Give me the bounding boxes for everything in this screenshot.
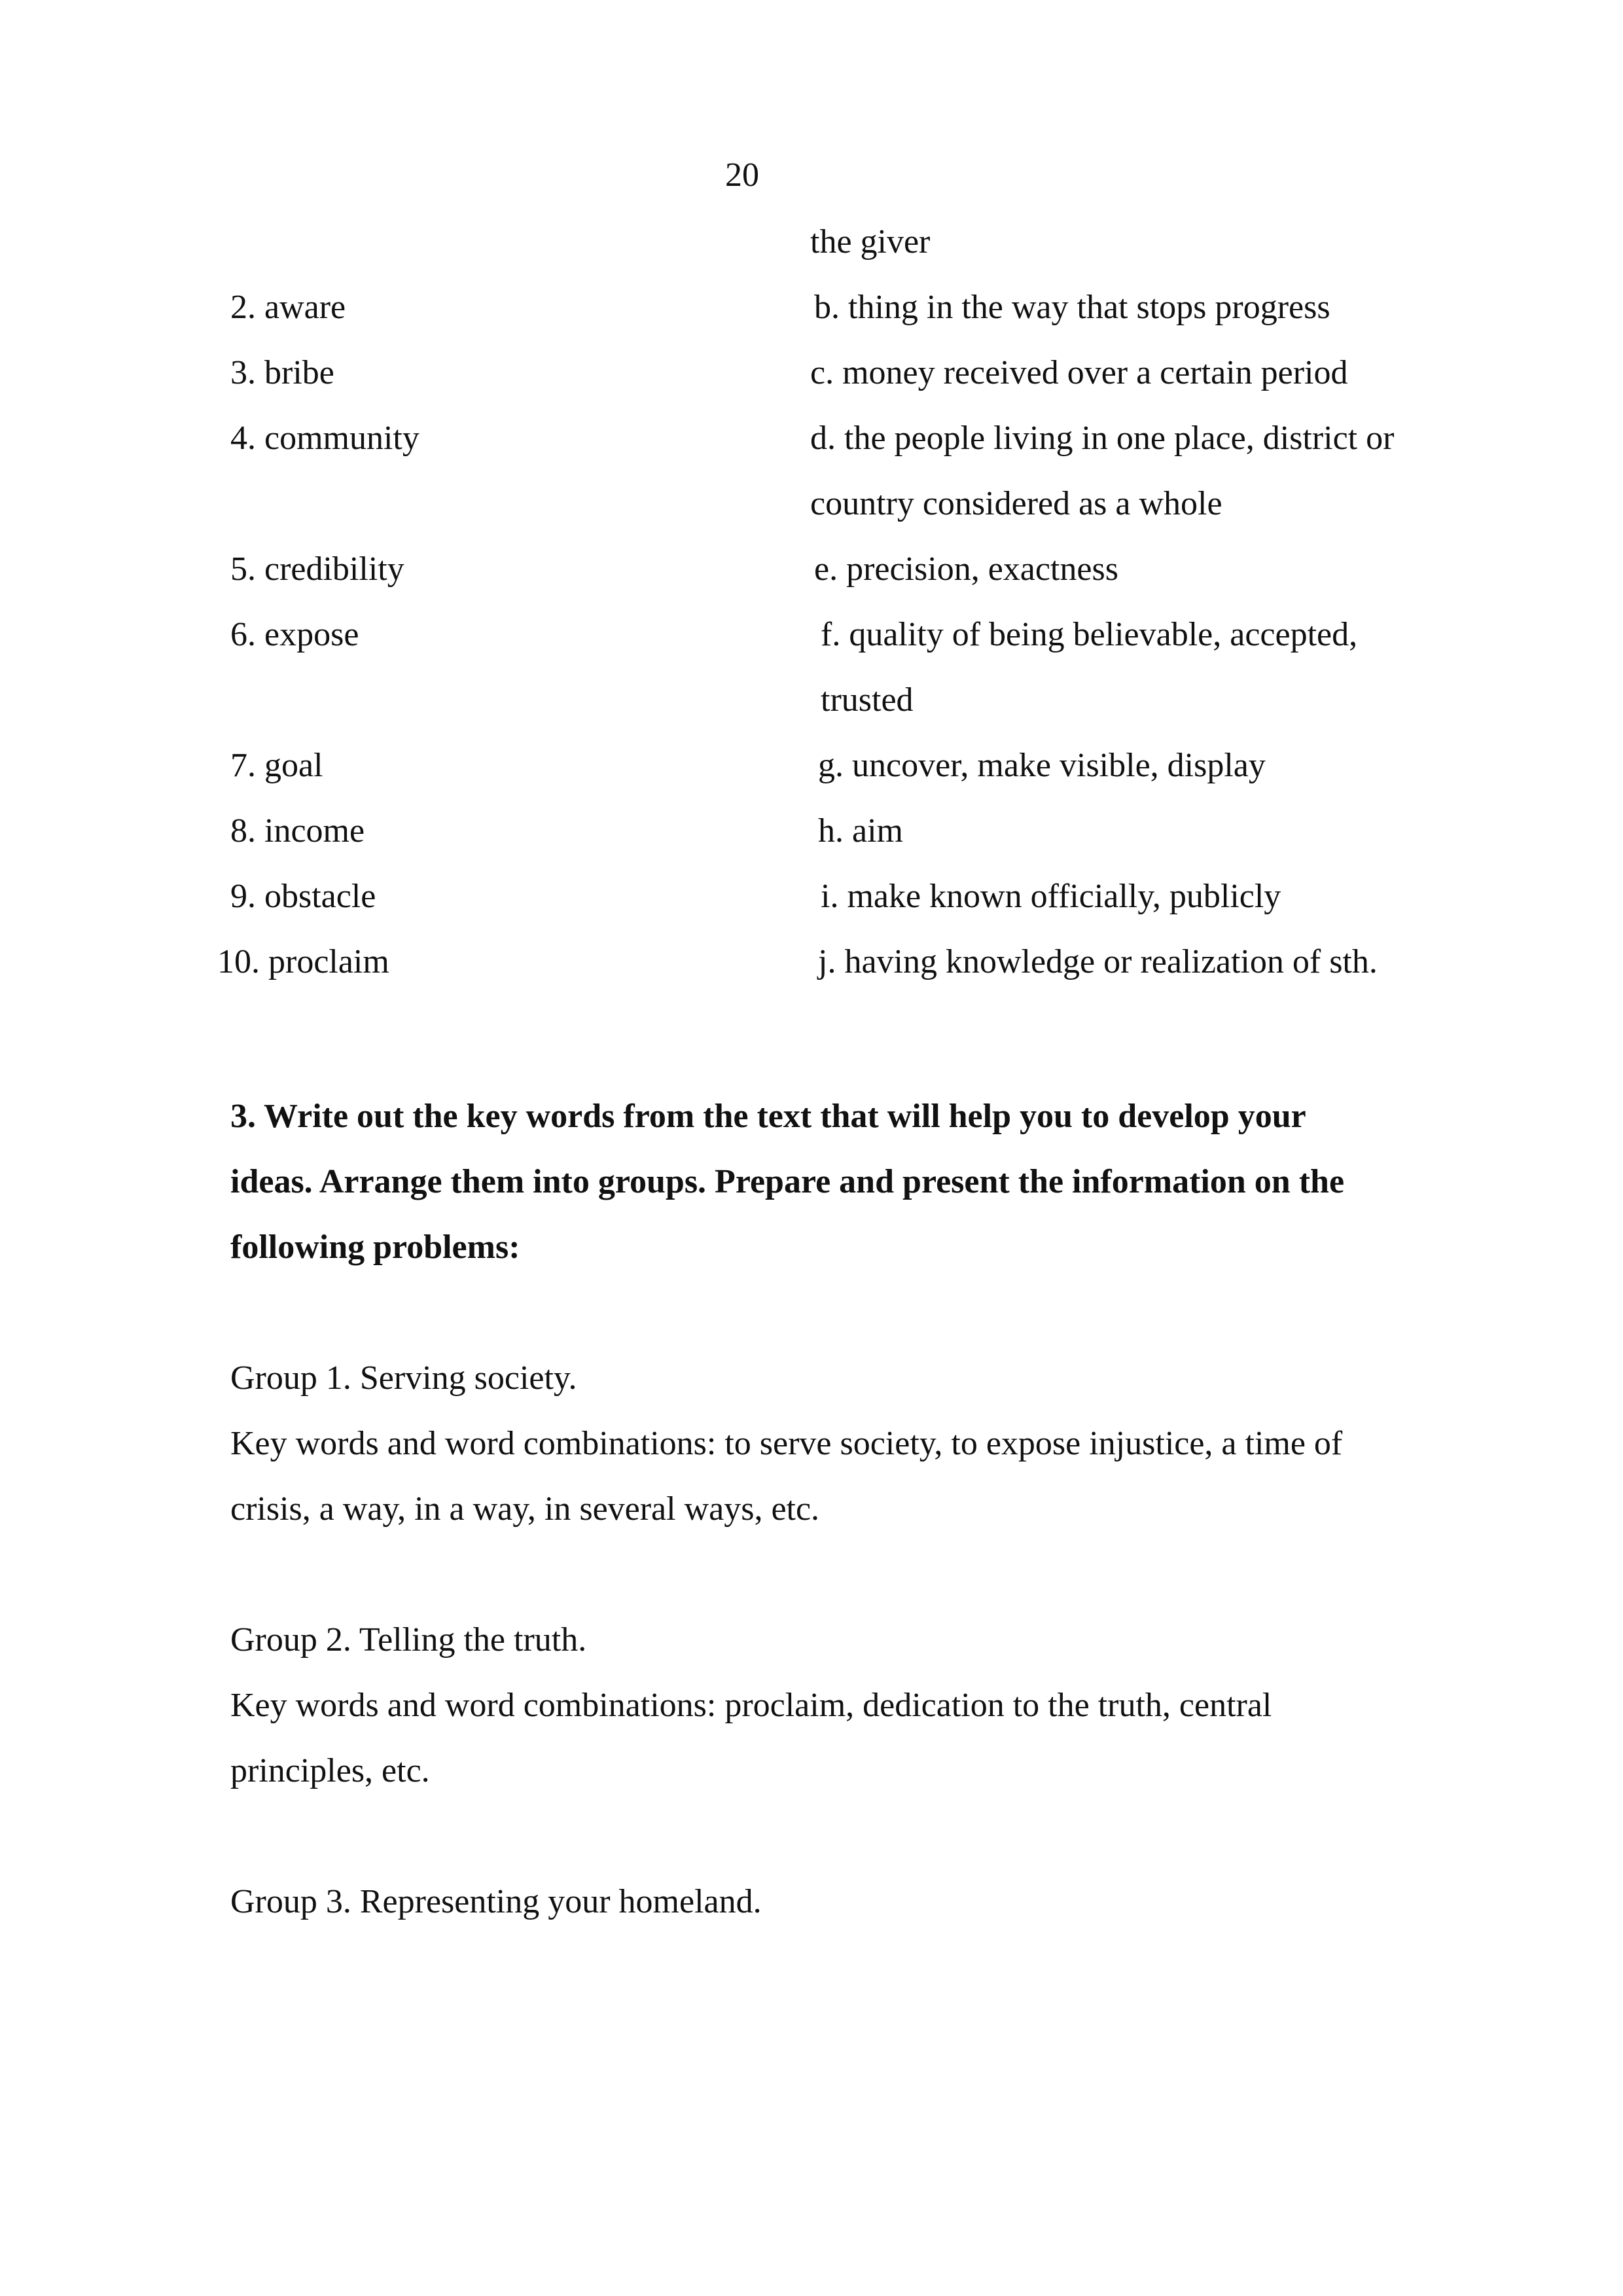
page-number: 20 bbox=[725, 156, 759, 194]
task-heading: ideas. Arrange them into groups. Prepare and present the information on the bbox=[230, 1163, 1345, 1200]
word-item: 2. aware bbox=[230, 289, 346, 326]
group-title: Group 3. Representing your homeland. bbox=[230, 1883, 762, 1920]
definition-item: g. uncover, make visible, display bbox=[818, 747, 1266, 784]
task-heading: following problems: bbox=[230, 1229, 520, 1266]
definition-item: country considered as a whole bbox=[810, 485, 1222, 522]
word-item: 7. goal bbox=[230, 747, 323, 784]
group-keywords: Key words and word combinations: proclaim, dedication to the truth, central bbox=[230, 1687, 1272, 1724]
group-keywords: Key words and word combinations: to serve society, to expose injustice, a time of bbox=[230, 1425, 1343, 1462]
group-title: Group 1. Serving society. bbox=[230, 1359, 577, 1397]
word-item: 8. income bbox=[230, 812, 365, 850]
word-item: 3. bribe bbox=[230, 354, 334, 391]
definition-item: i. make known officially, publicly bbox=[821, 878, 1281, 915]
definition-item: j. having knowledge or realization of sth. bbox=[818, 943, 1378, 980]
word-item: 10. proclaim bbox=[217, 943, 389, 980]
definition-item: d. the people living in one place, district or bbox=[810, 420, 1395, 457]
word-item: 5. credibility bbox=[230, 550, 404, 588]
group-keywords: principles, etc. bbox=[230, 1752, 430, 1789]
definition-item: e. precision, exactness bbox=[814, 550, 1118, 588]
definition-item: f. quality of being believable, accepted, bbox=[821, 616, 1358, 653]
definition-item: c. money received over a certain period bbox=[810, 354, 1348, 391]
definition-item: h. aim bbox=[818, 812, 903, 850]
word-item: 4. community bbox=[230, 420, 419, 457]
definition-item: trusted bbox=[821, 681, 914, 719]
group-keywords: crisis, a way, in a way, in several ways, etc. bbox=[230, 1490, 820, 1528]
group-title: Group 2. Telling the truth. bbox=[230, 1621, 587, 1659]
word-item: 9. obstacle bbox=[230, 878, 376, 915]
definition-continuation: the giver bbox=[810, 223, 931, 260]
word-item: 6. expose bbox=[230, 616, 359, 653]
definition-item: b. thing in the way that stops progress bbox=[814, 289, 1330, 326]
task-heading: 3. Write out the key words from the text that will help you to develop your bbox=[230, 1098, 1306, 1135]
